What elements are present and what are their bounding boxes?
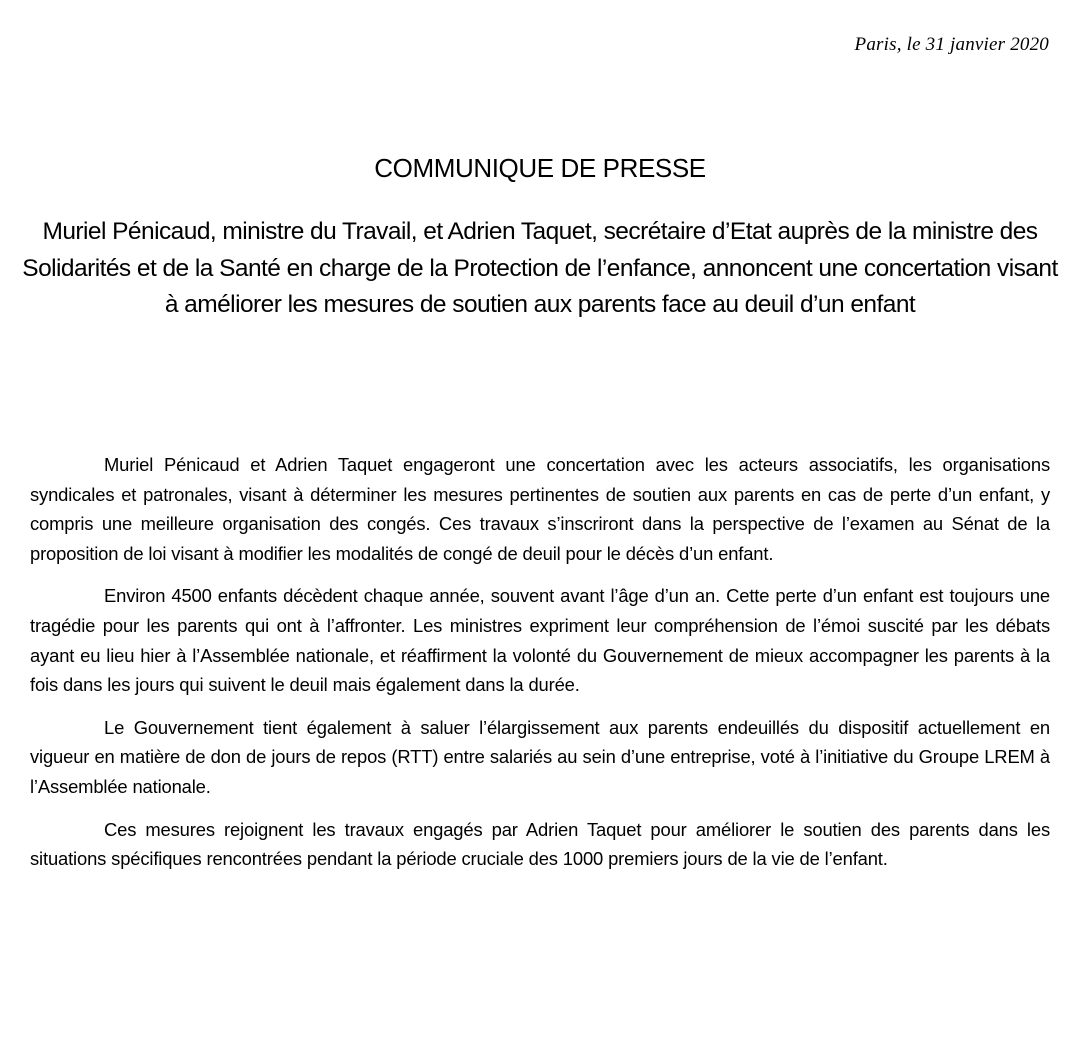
document-subtitle: Muriel Pénicaud, ministre du Travail, et Adrien Taquet, secrétaire d’Etat auprès de la ministre des Solidarités et de la Santé en charge de la Protection de l’enfance, annoncent une concertation visant à améliorer les mesures de soutien aux parents face au deuil d’un enfant xyxy=(22,218,1058,318)
body-paragraph: Environ 4500 enfants décèdent chaque année, souvent avant l’âge d’un an. Cette perte d’un enfant est toujours une tragédie pour les parents qui ont à l’affronter. Les ministres expriment leur compréhension de l’émoi suscité par les débats ayant eu lieu hier à l’Assemblée nationale, et réaffirment la volonté du Gouvernement de mieux accompagner les parents à la fois dans les jours qui suivent le deuil mais également dans la durée. xyxy=(30,585,1050,696)
document-date: Paris, le 31 janvier 2020 xyxy=(854,34,1049,55)
document-body xyxy=(30,450,1050,887)
body-paragraph: Le Gouvernement tient également à saluer l’élargissement aux parents endeuillés du dispositif actuellement en vigueur en matière de don de jours de repos (RTT) entre salariés au sein d’une entreprise, voté à l’initiative du Groupe LREM à l’Assemblée nationale. xyxy=(30,716,1050,797)
document-title: COMMUNIQUE DE PRESSE xyxy=(374,153,706,183)
body-paragraph: Muriel Pénicaud et Adrien Taquet engageront une concertation avec les acteurs associatifs, les organisations syndicales et patronales, visant à déterminer les mesures pertinentes de soutien aux parents en cas de perte d’un enfant, y compris une meilleure organisation des congés. Ces travaux s’inscriront dans la perspective de l’examen au Sénat de la proposition de loi visant à modifier les modalités de congé de deuil pour le décès d’un enfant. xyxy=(30,454,1050,564)
body-paragraph: Ces mesures rejoignent les travaux engagés par Adrien Taquet pour améliorer le soutien des parents dans les situations spécifiques rencontrées pendant la période cruciale des 1000 premiers jours de la vie de l’enfant. xyxy=(30,818,1050,870)
